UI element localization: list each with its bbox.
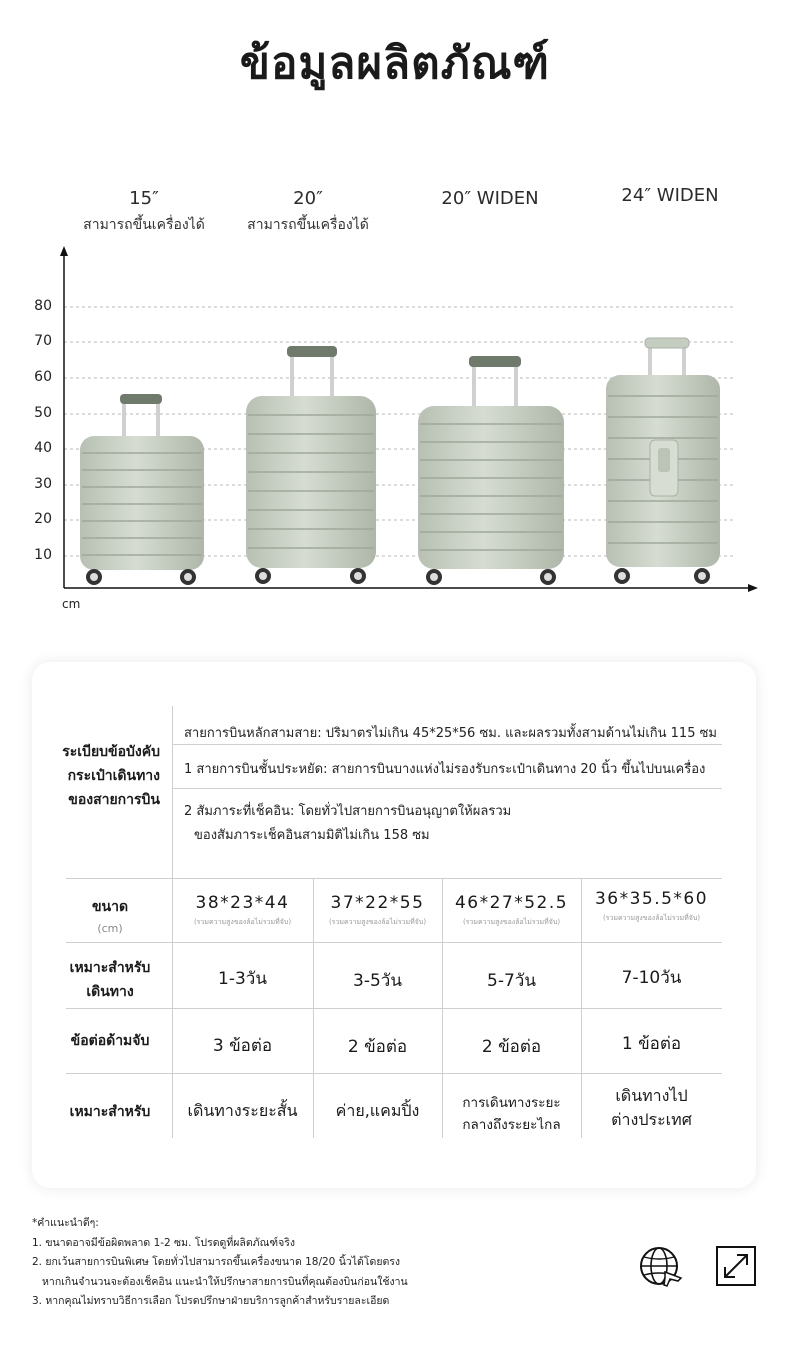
row-header-days [48, 956, 172, 1004]
y-tick-label: 70 [34, 333, 52, 349]
cell-days: 5-7วัน [487, 971, 536, 991]
y-tick-label: 20 [34, 511, 52, 527]
expand-arrows-icon [715, 1245, 757, 1287]
y-tick-label: 40 [34, 440, 52, 456]
divider [172, 788, 722, 789]
cell-size-value: 37*22*55 [330, 893, 425, 913]
cell-use-line: ค่าย,แคมปิ้ง [335, 1101, 420, 1120]
regulation-line-3b: ของสัมภาระเช็คอินสามมิติไม่เกิน 158 ซม [194, 828, 430, 843]
cell-use-line: ต่างประเทศ [611, 1110, 692, 1129]
cell-size-note: (รวมความสูงของล้อไม่รวมที่จับ) [193, 918, 292, 926]
size-label-sub: สามารถขึ้นเครื่องได้ [83, 217, 205, 233]
divider [66, 1073, 722, 1074]
cell-use [581, 1084, 722, 1132]
row-header-use: เหมาะสำหรับ [69, 1104, 151, 1120]
cell-size-value: 38*23*44 [195, 893, 290, 913]
cell-size-note: (รวมความสูงของล้อไม่รวมที่จับ) [462, 918, 561, 926]
regulation-line-2: 1 สายการบินชั้นประหยัด: สายการบินบางแห่งไม่รองรับกระเป๋าเดินทาง 20 นิ้ว ขึ้นไปบนเครื่อง [184, 762, 706, 777]
row-header-label: เดินทาง [86, 984, 134, 1000]
cell-size [313, 893, 442, 928]
cell-joints: 2 ข้อต่อ [481, 1037, 542, 1057]
cell-use-line: กลางถึงระยะไกล [462, 1117, 561, 1133]
luggage-15 [80, 394, 204, 585]
cell-days: 3-5วัน [353, 971, 402, 991]
luggage-20-widen [418, 356, 564, 585]
regulations-title-line: ระเบียบข้อบังคับ [62, 744, 160, 760]
cell-use-line: เดินทางไป [615, 1086, 688, 1105]
y-tick-label: 10 [34, 547, 52, 563]
cell-use [442, 1092, 581, 1136]
y-tick-label: 80 [34, 298, 52, 314]
cell-joints: 3 ข้อต่อ [212, 1036, 273, 1056]
size-label-text: 24″ WIDEN [621, 185, 719, 206]
notes [32, 1214, 592, 1312]
cell-size-value: 46*27*52.5 [454, 893, 569, 913]
size-label-text: 15″ [129, 188, 159, 209]
cell-days: 1-3วัน [218, 969, 267, 989]
regulations-title-line: กระเป๋าเดินทาง [67, 768, 160, 784]
cell-size-note: (รวมความสูงของล้อไม่รวมที่จับ) [602, 914, 701, 922]
row-header-label: เหมาะสำหรับ [69, 960, 151, 976]
divider [172, 744, 722, 745]
note-item: หากเกินจำนวนจะต้องเช็คอิน แนะนำให้ปรึกษาสายการบินที่คุณต้องบินก่อนใช้งาน [42, 1275, 408, 1288]
x-axis-arrow [748, 584, 758, 592]
cell-joints: 1 ข้อต่อ [621, 1034, 682, 1054]
row-header-label: ขนาด [91, 899, 129, 915]
note-item: 3. หากคุณไม่ทราบวิธีการเลือก โปรดปรึกษาฝ่ายบริการลูกค้าสำหรับรายละเอียด [32, 1295, 390, 1307]
note-item: 2. ยกเว้นสายการบินพิเศษ โดยทั่วไปสามารถขึ้นเครื่องขนาด 18/20 นิ้วได้โดยตรง [32, 1256, 401, 1268]
cell-size-note: (รวมความสูงของล้อไม่รวมที่จับ) [328, 918, 427, 926]
y-axis-arrow [60, 246, 68, 256]
page-title: ข้อมูลผลิตภัณฑ์ [239, 38, 551, 89]
unit-label: cm [62, 597, 81, 611]
row-header-unit: (cm) [97, 922, 123, 935]
size-label-text: 20″ [293, 188, 323, 209]
y-tick-label: 50 [34, 405, 52, 421]
row-header-handle: ข้อต่อด้ามจับ [70, 1033, 150, 1049]
regulations-title [36, 740, 160, 812]
regulations-title-line: ของสายการบิน [68, 792, 160, 808]
cell-use [313, 1099, 442, 1124]
row-header-size [48, 896, 172, 940]
note-item: 1. ขนาดอาจมีข้อผิดพลาด 1-2 ซม. โปรดดูที่ผลิตภัณฑ์จริง [32, 1236, 295, 1249]
size-label-sub: สามารถขึ้นเครื่องได้ [247, 217, 369, 233]
cell-days: 7-10วัน [621, 968, 682, 988]
notes-heading: *คำแนะนำดีๆ: [32, 1217, 99, 1229]
cell-size-value: 36*35.5*60 [594, 889, 709, 909]
size-comparison-chart [0, 0, 790, 640]
regulation-line-1: สายการบินหลักสามสาย: ปริมาตรไม่เกิน 45*25*56 ซม. และผลรวมทั้งสามด้านไม่เกิน 115 ซม [184, 726, 717, 741]
divider [66, 878, 722, 879]
cell-joints: 2 ข้อต่อ [347, 1037, 408, 1057]
size-label-text: 20″ WIDEN [441, 188, 539, 209]
y-tick-label: 30 [34, 476, 52, 492]
luggage-20 [246, 346, 376, 584]
regulation-line-3a: 2 สัมภาระที่เช็คอิน: โดยทั่วไปสายการบินอนุญาตให้ผลรวม [184, 804, 512, 819]
divider [66, 1008, 722, 1009]
cell-use-line: การเดินทางระยะ [462, 1095, 561, 1111]
cell-size [442, 893, 581, 928]
luggage-24-widen [606, 338, 720, 584]
globe-plane-icon [637, 1244, 683, 1290]
cell-use-line: เดินทางระยะสั้น [187, 1101, 298, 1120]
cell-size [172, 893, 313, 928]
cell-use [172, 1099, 313, 1124]
cell-size [581, 889, 722, 924]
y-tick-label: 60 [34, 369, 52, 385]
divider [66, 942, 722, 943]
